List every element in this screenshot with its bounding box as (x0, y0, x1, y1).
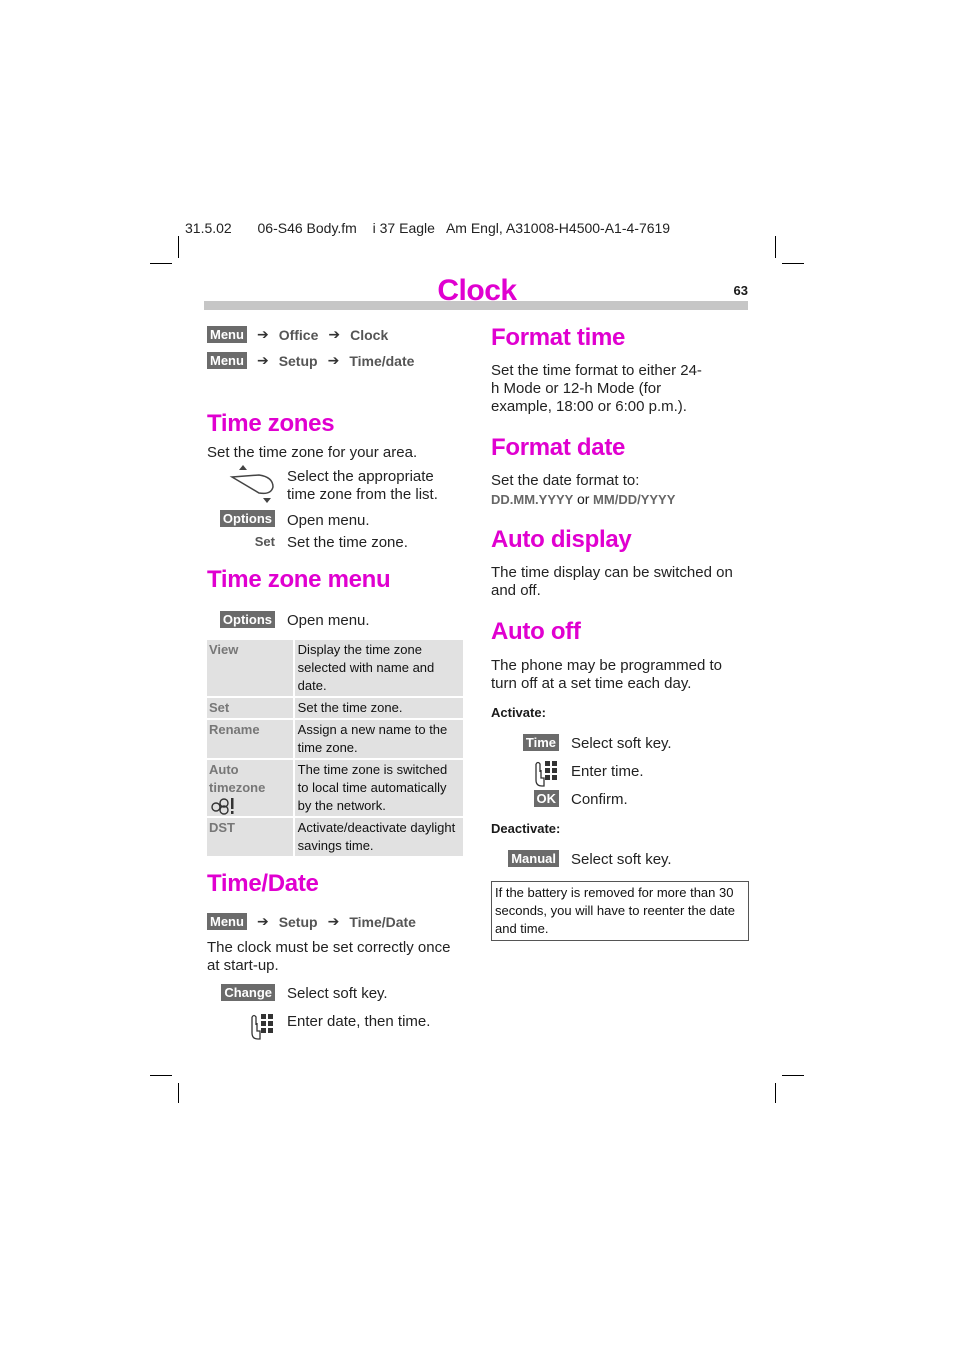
heading-time-zones: Time zones (207, 410, 335, 437)
date-format-2: MM/DD/YYYY (593, 492, 676, 507)
time-zones-intro: Set the time zone for your area. (207, 444, 418, 461)
options-key-row (207, 611, 275, 629)
arrow-right-icon: ➔ (256, 913, 269, 929)
battery-note: If the battery is removed for more than 30 seconds, you will have to reenter the date and time. (491, 881, 749, 941)
ok-key-row (491, 790, 559, 808)
time-zones-step-1: Select the appropriate time zone from the list. (287, 468, 438, 503)
arrow-right-icon: ➔ (328, 326, 341, 342)
time-zone-options-table (207, 640, 463, 858)
option-desc: Activate/deactivate daylight savings time. (293, 818, 463, 856)
table-row (207, 760, 463, 818)
heading-auto-display: Auto display (491, 526, 632, 553)
navigation-key-icon (229, 465, 277, 508)
time-date-step-1: Select soft key. (287, 985, 388, 1002)
option-desc: Set the time zone. (293, 698, 463, 718)
keypad-icon (248, 1011, 276, 1046)
activate-step-3: Confirm. (571, 791, 628, 808)
arrow-right-icon: ➔ (327, 913, 340, 929)
option-name: Set (209, 700, 230, 715)
crop-mark (178, 236, 179, 258)
nav-item: Office (278, 326, 319, 343)
header-docnum: , A31008-H4500-A1-4-7619 (498, 220, 671, 236)
header-line (185, 220, 670, 236)
heading-time-zone-menu: Time zone menu (207, 566, 391, 593)
crop-mark (782, 1075, 804, 1076)
activate-label: Activate: (491, 705, 546, 720)
heading-time-date: Time/Date (207, 870, 319, 897)
arrow-right-icon: ➔ (256, 326, 269, 342)
heading-format-time: Format time (491, 324, 626, 351)
format-date-text: Set the date format to: (491, 472, 640, 489)
option-name: Auto timezone (209, 762, 266, 795)
option-name: View (209, 642, 239, 657)
nav-path-setup-timedate (207, 352, 414, 369)
nav-item: Time/date (349, 352, 415, 369)
arrow-right-icon: ➔ (327, 352, 340, 368)
keypad-icon (532, 758, 560, 793)
header-lang: Am Engl (445, 220, 499, 236)
menu-key: Menu (207, 913, 247, 930)
crop-mark (150, 1075, 172, 1076)
header-model: i 37 Eagle (372, 220, 435, 236)
header-date: 31.5.02 (185, 220, 232, 236)
arrow-right-icon: ➔ (256, 352, 269, 368)
crop-mark (775, 1083, 776, 1103)
menu-key: Menu (207, 352, 247, 369)
page-number: 63 (733, 283, 748, 298)
nav-item: Setup (278, 913, 318, 930)
auto-off-text: The phone may be programmed to turn off at a set time each day. (491, 657, 722, 692)
time-zones-step-2: Open menu. (287, 512, 370, 529)
deactivate-label: Deactivate: (491, 821, 561, 836)
table-row (207, 720, 463, 760)
auto-display-text: The time display can be switched on and off. (491, 564, 733, 599)
manual-key-row (491, 850, 559, 868)
time-zone-menu-step: Open menu. (287, 612, 370, 629)
option-name: DST (209, 820, 235, 835)
table-row (207, 818, 463, 858)
date-format-or: or (576, 491, 590, 507)
manual-key: Manual (508, 850, 559, 867)
table-row (207, 698, 463, 720)
header-file: 06-S46 Body.fm (257, 220, 357, 236)
time-date-step-2: Enter date, then time. (287, 1013, 431, 1030)
options-key: Options (220, 510, 275, 527)
crop-mark (178, 1083, 179, 1103)
option-desc: Assign a new name to the time zone. (293, 720, 463, 758)
heading-format-date: Format date (491, 434, 626, 461)
time-key-row (491, 734, 559, 752)
format-date-options (491, 490, 675, 509)
options-key: Options (220, 611, 275, 628)
nav-path-time-date (207, 913, 416, 930)
change-key: Change (221, 984, 275, 1001)
crop-mark (782, 263, 804, 264)
nav-path-office-clock (207, 326, 388, 343)
ok-key: OK (534, 790, 560, 807)
table-row (207, 640, 463, 698)
menu-key: Menu (207, 326, 247, 343)
option-name: Rename (209, 722, 260, 737)
options-key-row (207, 510, 275, 528)
change-key-row (207, 984, 275, 1002)
time-zones-step-3: Set the time zone. (287, 534, 408, 551)
deactivate-step-1: Select soft key. (571, 851, 672, 868)
network-service-icon (209, 797, 291, 815)
nav-item: Setup (278, 352, 318, 369)
set-softkey: Set (254, 534, 275, 549)
nav-item: Time/Date (349, 913, 416, 930)
activate-step-1: Select soft key. (571, 735, 672, 752)
nav-item: Clock (350, 326, 389, 343)
format-time-text: Set the time format to either 24-h Mode or 12-h Mode (for example, 18:00 or 6:00 p.m.). (491, 362, 702, 415)
option-desc: Display the time zone selected with name and date. (293, 640, 463, 696)
option-name-cell (207, 760, 293, 816)
page-title: Clock (437, 274, 517, 307)
crop-mark (150, 263, 172, 264)
time-key: Time (523, 734, 559, 751)
date-format-1: DD.MM.YYYY (491, 492, 574, 507)
time-date-intro: The clock must be set correctly once at start-up. (207, 939, 451, 974)
crop-mark (775, 236, 776, 258)
option-desc: The time zone is switched to local time automatically by the network. (293, 760, 463, 816)
heading-auto-off: Auto off (491, 618, 581, 645)
activate-step-2: Enter time. (571, 763, 644, 780)
